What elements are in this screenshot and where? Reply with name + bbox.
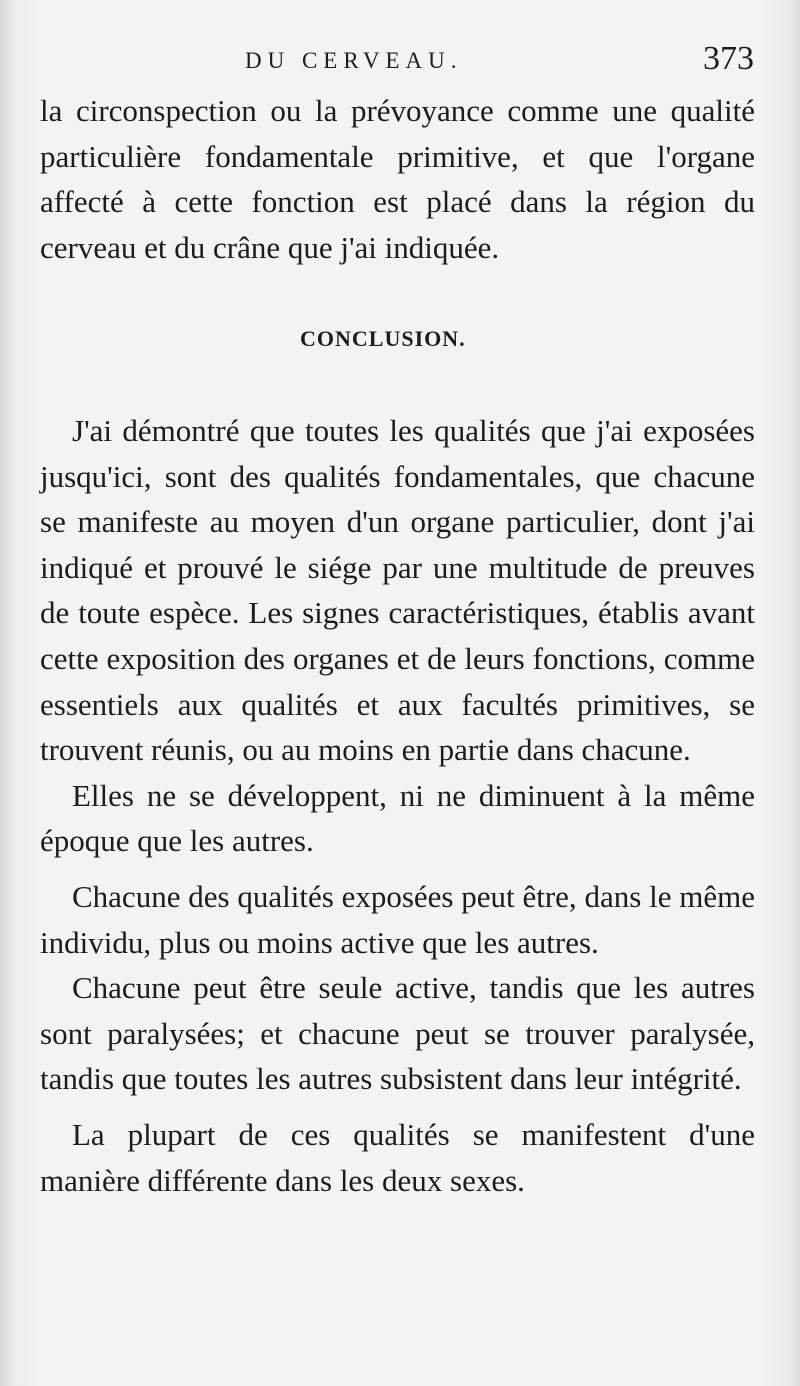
paragraph-5: La plupart de ces qualités se manifestent d'une manière différente dans les deux sexes.: [40, 1116, 755, 1198]
page-number: 373: [703, 40, 754, 77]
paragraph-2: Elles ne se développent, ni ne diminuent à la même époque que les autres.: [40, 777, 755, 859]
section-title: CONCLUSION.: [300, 326, 466, 351]
paragraph-3: Chacune des qualités exposées peut être, dans le même individu, plus ou moins active que les autres.: [40, 878, 755, 960]
conclusion-body: [40, 408, 755, 1203]
paragraph-1: J'ai démontré que toutes les qualités que j'ai exposées jusqu'ici, sont des qualités fondamentales, que chacune se manifeste au moyen d'un organe particulier, dont j'ai indiqué et prouvé le siége par une multitude de preuves de toute espèce. Les signes caractéristiques, établis avant cette exposition des organes et de leurs fonctions, comme essentiels aux qualités et aux facultés primitives, se trouvent réunis, ou au moins en partie dans chacune.: [40, 413, 755, 768]
running-head: DU CERVEAU.: [245, 48, 463, 73]
page-header: [40, 40, 760, 90]
continuation-paragraph: la circonspection ou la prévoyance comme une qualité particulière fondamentale primitive, et que l'organe affecté à cette fonction est placé dans la région du cerveau et du crâne que j'ai indiquée.: [40, 93, 755, 265]
paragraph-4: Chacune peut être seule active, tandis que les autres sont paralysées; et chacune peut se trouver paralysée, tandis que toutes les autres subsistent dans leur intégrité.: [40, 970, 755, 1097]
continuation-text: [40, 88, 755, 270]
